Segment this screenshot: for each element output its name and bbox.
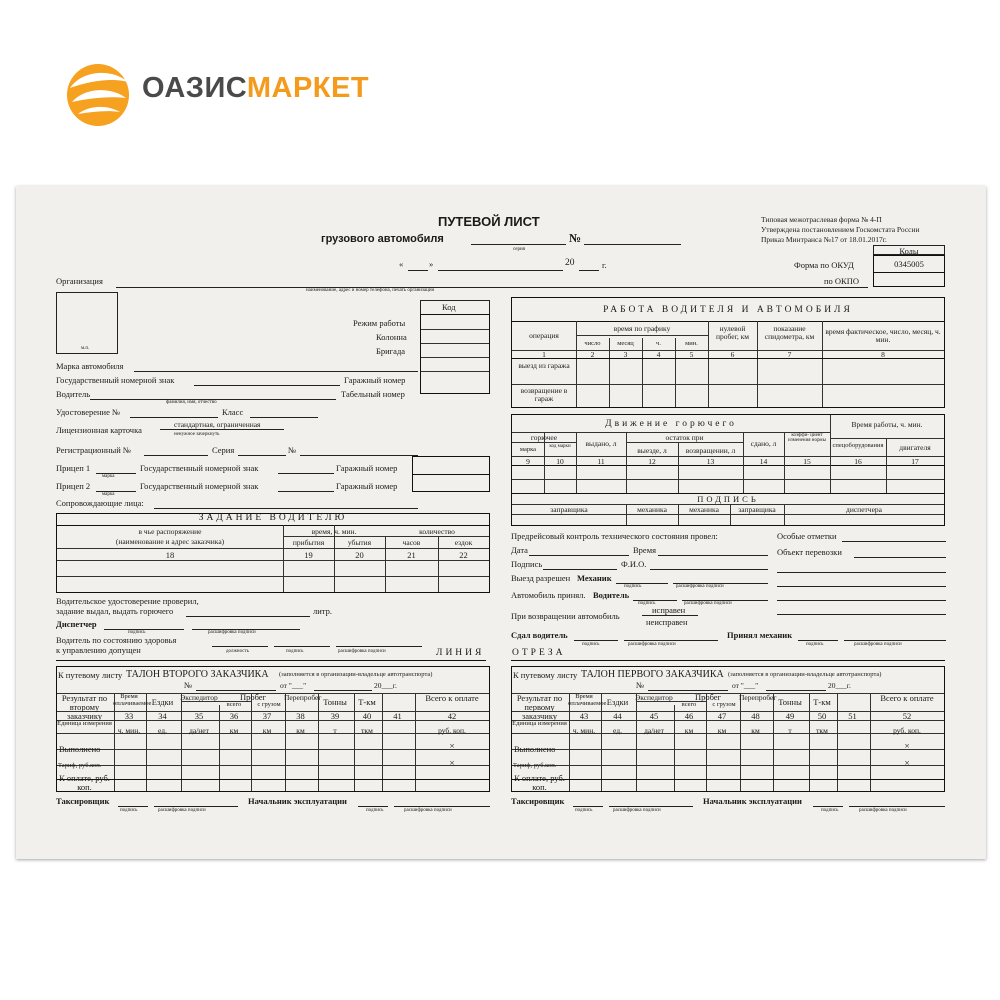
state-number-label: Государственный номерной знак — [56, 375, 175, 385]
fuel-num: 13 — [706, 457, 715, 466]
task-qty-header: количество — [419, 527, 455, 536]
trailer2-label: Прицеп 2 — [56, 481, 91, 491]
mode-label: Режим работы — [353, 318, 406, 328]
control-date: Дата — [511, 545, 528, 555]
exit-allowed: Выезд разрешен — [511, 573, 571, 583]
t2-unit-val: ч. мин. — [117, 726, 141, 735]
t2-taxi-sig: подпись — [120, 808, 138, 813]
t1-tons: Тонны — [778, 697, 802, 707]
okud-label: Форма по ОКУД — [794, 260, 854, 270]
cut-line-label: ЛИНИЯ — [436, 648, 485, 658]
t1-unit-val: ткм — [816, 726, 828, 735]
t1-tariff: Тариф, руб.коп. — [513, 762, 557, 769]
t1-num: 49 — [785, 711, 795, 721]
t1-num: 43 — [579, 711, 589, 721]
fuel-col-fuel: горючее — [530, 433, 558, 442]
okpo-label: по ОКПО — [824, 276, 860, 286]
work-hour: ч. — [656, 340, 661, 347]
t1-chief-sig: подпись — [821, 808, 839, 813]
trailer2-garage-number: Гаражный номер — [336, 481, 398, 491]
health-position-hint: должность — [226, 649, 249, 654]
trailer-garage-box — [412, 456, 490, 492]
car-accepted-driver: Водитель — [593, 590, 630, 600]
t1-unit-val: ч. мин. — [572, 726, 596, 735]
t2-rides: Ездки — [151, 697, 174, 707]
work-return-row: возвращение в гараж — [520, 386, 568, 403]
dispatcher-decode-hint: расшифровка подписи — [208, 630, 256, 635]
code-values-box — [420, 314, 490, 394]
trailer1-garage-number: Гаражный номер — [336, 463, 398, 473]
year-prefix: 20 — [565, 258, 575, 268]
dispatcher-label: Диспетчер — [56, 619, 97, 629]
t1-result: Результат по первому заказчику — [516, 693, 563, 721]
fuel-sign-col: механика — [637, 505, 667, 514]
t1-to-pay: К оплате, руб. коп. — [514, 773, 565, 792]
t1-num: 47 — [717, 711, 727, 721]
control-sign: Подпись — [511, 559, 543, 569]
oasis-logo-icon — [62, 58, 134, 130]
handed-driver: Сдал водитель — [511, 630, 568, 640]
t2-num: 36 — [229, 711, 239, 721]
t1-num: 44 — [613, 711, 622, 721]
series-label: Серия — [212, 445, 235, 455]
fuel-col-remain: остаток при — [665, 433, 704, 442]
on-return: При возвращении автомобиль — [511, 611, 620, 621]
t2-from: от "___" — [280, 681, 307, 690]
t2-done-cross: × — [449, 742, 455, 752]
fuel-num: 15 — [803, 457, 811, 466]
work-table — [511, 297, 945, 408]
form-info-3: Приказ Минтранса №17 от 18.01.2017г. — [761, 235, 887, 244]
lic-card-hint: ненужное зачеркнуть — [174, 432, 220, 437]
work-num: 5 — [689, 350, 694, 359]
t1-to-list-1: К путевому листу — [513, 670, 578, 680]
trailer2-brand-hint: марка — [102, 492, 115, 497]
car-accepted: Автомобиль принял. — [511, 590, 586, 600]
fuel-worktime: Время работы, ч. мин. — [851, 420, 923, 429]
year-suffix: г. — [602, 260, 607, 270]
t1-rides: Ездки — [606, 697, 629, 707]
org-label: Организация — [56, 276, 103, 286]
reg-no-label: Регистрационный № — [56, 445, 131, 455]
reg-no-sign: № — [288, 445, 297, 455]
exit-sig-hint: подпись — [624, 584, 642, 589]
t1-to-pay-total: Всего к оплате — [880, 693, 934, 703]
t2-unit: Единица измерения — [57, 720, 112, 727]
fuel-num: 11 — [597, 457, 605, 466]
health-sig-hint: подпись — [286, 649, 304, 654]
t1-note: (заполняется в организации-владельце автотранспорта) — [728, 671, 882, 678]
t1-no: № — [636, 680, 645, 690]
health-decode-hint: расшифровка подписи — [338, 649, 386, 654]
work-exit-row: выезд из гаража — [518, 361, 570, 370]
task-num: 18 — [165, 550, 175, 560]
fuel-sign-title: ПОДПИСЬ — [697, 494, 759, 504]
task-num: 20 — [355, 550, 364, 560]
fuel-num: 17 — [911, 457, 919, 466]
t1-taxi: Таксировщик — [511, 796, 565, 806]
task-num: 19 — [304, 550, 313, 560]
t2-num: 35 — [194, 711, 204, 721]
car-brand-label: Марка автомобиля — [56, 361, 124, 371]
work-num: 6 — [730, 350, 735, 359]
stamp-box — [56, 292, 118, 354]
escorts-label: Сопровождающие лица: — [56, 498, 144, 508]
lic-card-options: стандартная, ограниченная — [174, 420, 261, 429]
license-label: Удостоверение № — [56, 407, 121, 417]
t1-tariff-cross: × — [904, 759, 910, 769]
work-num: 4 — [656, 350, 661, 359]
task-rides: ездок — [454, 538, 473, 547]
pretrip-label: Предрейсовый контроль технического состояния провел: — [511, 531, 718, 541]
garage-number-label: Гаражный номер — [344, 375, 406, 385]
control-fio: Ф.И.О. — [621, 559, 647, 569]
fuel-col-brand: марка — [519, 446, 537, 453]
brand-logo — [62, 58, 382, 130]
task-hours: часов — [402, 538, 421, 547]
t2-unit-val: км — [262, 726, 272, 735]
number-sign: № — [569, 231, 582, 245]
fuel-num: 10 — [556, 457, 564, 466]
accepted-mechanic: Принял механик — [727, 630, 793, 640]
column-label: Колонна — [376, 332, 407, 342]
fuel-num: 12 — [648, 457, 656, 466]
car-sig-hint: подпись — [638, 601, 656, 606]
fuel-sign-col: заправщика — [738, 505, 776, 514]
brand-part-orange: МАРКЕТ — [246, 72, 370, 104]
t1-unit: Единица измерения — [512, 720, 567, 727]
t2-tariff-cross: × — [449, 759, 455, 769]
task-arrival: прибытия — [292, 538, 325, 547]
t1-overrun: Перепробег — [739, 693, 777, 702]
fuel-col-return: возвращении, л — [685, 446, 736, 455]
t1-mileage: Пробег — [694, 692, 722, 702]
t2-unit-val: км — [296, 726, 305, 735]
t2-title: ТАЛОН ВТОРОГО ЗАКАЗЧИКА — [126, 669, 269, 680]
return-bad: неисправен — [646, 617, 688, 627]
fuel-col-code: код марки — [549, 444, 571, 449]
t2-total: всего — [226, 701, 242, 708]
org-hint: наименование, адрес и номер телефона, печать организации — [306, 288, 435, 293]
work-day: число — [584, 340, 601, 347]
work-actual: время фактическое, число, месяц, ч. мин. — [825, 327, 941, 344]
accepted-sig-hint: подпись — [806, 642, 824, 647]
work-num: 1 — [542, 350, 546, 359]
form-info-1: Типовая межотраслевая форма № 4-П — [761, 215, 882, 224]
t1-unit-val: т — [788, 726, 792, 735]
t1-chief: Начальник эксплуатации — [703, 796, 802, 806]
t2-mileage: Пробег — [239, 692, 267, 702]
t1-num: 48 — [751, 711, 760, 721]
t1-loaded: с грузом — [712, 701, 736, 708]
t2-chief-decode: расшифровка подписи — [404, 808, 452, 813]
t2-num: 42 — [447, 711, 457, 721]
t1-expeditor: Экспедитор — [635, 693, 673, 702]
t1-num: 52 — [902, 711, 912, 721]
t2-unit-val: км — [229, 726, 239, 735]
stamp-label: м.п. — [81, 346, 90, 351]
brigade-label: Бригада — [376, 346, 406, 356]
t2-tariff: Тариф, руб.коп. — [58, 762, 102, 769]
work-zero-run: нулевой пробег, км — [716, 324, 749, 341]
t2-num: 39 — [330, 711, 340, 721]
t1-from: от "___" — [732, 681, 759, 690]
t2-to-pay-total: Всего к оплате — [425, 693, 479, 703]
driver-hint: фамилия, имя, отчество — [166, 400, 217, 405]
work-month: месяц — [617, 340, 634, 347]
t1-year: 20___г. — [828, 681, 851, 690]
code-label: Код — [442, 302, 456, 312]
okud-code-box — [873, 255, 945, 287]
form-title: ПУТЕВОЙ ЛИСТ — [438, 214, 540, 229]
form-info-2: Утверждена постановлением Госкомстата России — [761, 225, 920, 234]
work-num: 2 — [590, 350, 595, 359]
license-class-label: Класс — [222, 407, 244, 417]
t2-no: № — [184, 680, 193, 690]
t1-done: Выполнено — [514, 744, 556, 754]
t1-taxi-decode: расшифровка подписи — [613, 808, 661, 813]
fuel-num: 14 — [759, 457, 768, 466]
dispatcher-sig-hint: подпись — [128, 630, 146, 635]
t2-num: 38 — [296, 711, 305, 721]
t1-time-paid: Время оплачиваемое — [568, 693, 607, 707]
t1-chief-decode: расшифровка подписи — [859, 808, 907, 813]
t1-unit-val: км — [717, 726, 727, 735]
task-departure: убытия — [347, 538, 372, 547]
t2-to-pay: К оплате, руб. коп. — [59, 773, 110, 792]
t1-done-cross: × — [904, 742, 910, 752]
date-quote-close: » — [429, 259, 434, 269]
t1-unit-val: руб. коп. — [893, 726, 921, 735]
t2-unit-val: руб. коп. — [438, 726, 466, 735]
t2-result: Результат по второму заказчику — [61, 693, 108, 721]
t2-year: 20___г. — [374, 681, 397, 690]
trailer2-state-number: Государственный номерной знак — [140, 481, 259, 491]
t2-taxi: Таксировщик — [56, 796, 110, 806]
form-subtitle: грузового автомобиля — [321, 233, 444, 245]
codes-header — [873, 245, 945, 255]
task-title: ЗАДАНИЕ ВОДИТЕЛЮ — [198, 513, 348, 523]
t1-unit-val: км — [751, 726, 760, 735]
checked-text: Водительское удостоверение проверил, — [56, 596, 199, 606]
fuel-col-special: спецоборудования — [832, 442, 884, 449]
t2-taxi-decode: расшифровка подписи — [158, 808, 206, 813]
fuel-col-depart: выезде, л — [637, 446, 667, 455]
trailer1-state-number: Государственный номерной знак — [140, 463, 259, 473]
task-given-text: задание выдал, выдать горючего — [56, 606, 174, 616]
t2-tkm: Т-км — [358, 697, 376, 707]
car-decode-hint: расшифровка подписи — [684, 601, 732, 606]
fuel-title: Движение горючего — [605, 419, 737, 429]
trailer1-label: Прицеп 1 — [56, 463, 91, 473]
fuel-num: 16 — [854, 457, 862, 466]
fuel-table — [511, 414, 945, 526]
brand-name — [142, 72, 369, 105]
exit-decode-hint: расшифровка подписи — [676, 584, 724, 589]
t2-unit-val: да/нет — [189, 726, 209, 735]
task-num: 22 — [459, 550, 468, 560]
series-hint: серия — [513, 247, 525, 252]
fuel-num: 9 — [526, 457, 530, 466]
liters-label: литр. — [313, 606, 332, 616]
task-table — [56, 513, 490, 593]
handed-sig-hint: подпись — [582, 642, 600, 647]
tab-number-label: Табельный номер — [341, 389, 405, 399]
health-text-1: Водитель по состоянию здоровья — [56, 635, 177, 645]
t2-done: Выполнено — [59, 744, 101, 754]
t1-tkm: Т-км — [813, 697, 831, 707]
fuel-col-engine: двигателя — [899, 443, 931, 452]
work-operation: операция — [529, 331, 559, 340]
t2-chief: Начальник эксплуатации — [248, 796, 347, 806]
t1-num: 50 — [817, 711, 827, 721]
t2-loaded: с грузом — [257, 701, 281, 708]
t2-unit-val: ткм — [361, 726, 373, 735]
waybill-form — [16, 186, 986, 859]
fuel-sign-col: заправщика — [550, 505, 588, 514]
transport-object: Объект перевозки — [777, 547, 842, 557]
t2-note: (заполняется в организации-владельце автотранспорта) — [279, 671, 433, 678]
fuel-col-given: сдано, л — [750, 439, 777, 448]
special-notes: Особые отметки — [777, 531, 837, 541]
codes-label: Коды — [899, 246, 919, 256]
work-schedule: время по графику — [613, 324, 671, 333]
t1-unit-val: ед. — [613, 726, 622, 735]
t2-chief-sig: подпись — [366, 808, 384, 813]
t1-unit-val: да/нет — [644, 726, 664, 735]
return-ok: исправен — [652, 605, 686, 615]
t1-num: 45 — [649, 711, 659, 721]
t2-num: 37 — [262, 711, 272, 721]
fuel-sign-col: механика — [689, 505, 719, 514]
fuel-col-coeff: коэффи- циент изменения нормы — [788, 433, 826, 443]
task-time-header: время, ч. мин. — [311, 527, 357, 536]
work-title: РАБОТА ВОДИТЕЛЯ И АВТОМОБИЛЯ — [603, 305, 853, 315]
work-num: 8 — [881, 350, 885, 359]
task-col-customer-hint: (наименование и адрес заказчика) — [115, 537, 225, 546]
work-speedo: показание спидометра, км — [764, 324, 815, 341]
task-col-customer: в чье распоряжение — [138, 527, 202, 536]
t1-unit-val: км — [684, 726, 694, 735]
fuel-col-issued: выдано, л — [585, 439, 617, 448]
date-quote-open: « — [399, 259, 404, 269]
trailer1-brand-hint: марка — [102, 474, 115, 479]
control-time: Время — [633, 545, 656, 555]
task-num: 21 — [407, 550, 416, 560]
t1-title: ТАЛОН ПЕРВОГО ЗАКАЗЧИКА — [581, 669, 724, 680]
fuel-sign-col: диспетчера — [846, 505, 882, 514]
exit-mechanic: Механик — [577, 573, 612, 583]
driver-label: Водитель — [56, 389, 91, 399]
t2-unit-val: т — [333, 726, 337, 735]
work-num: 3 — [623, 350, 628, 359]
t2-num: 34 — [158, 711, 167, 721]
t2-tons: Тонны — [323, 697, 347, 707]
t1-num: 46 — [684, 711, 694, 721]
cut-label: ОТРЕЗА — [512, 648, 566, 658]
t1-total: всего — [681, 701, 697, 708]
t2-num: 33 — [124, 711, 134, 721]
t2-time-paid: Время оплачиваемое — [113, 693, 152, 707]
t2-num: 41 — [393, 711, 402, 721]
t2-unit-val: ед. — [158, 726, 167, 735]
health-text-2: к управлению допущен — [56, 645, 141, 655]
work-num: 7 — [787, 350, 792, 359]
accepted-decode-hint: расшифровка подписи — [854, 642, 902, 647]
t2-num: 40 — [362, 711, 372, 721]
okud-value: 0345005 — [894, 259, 924, 269]
handed-decode-hint: расшифровка подписи — [628, 642, 676, 647]
t1-num: 51 — [848, 711, 857, 721]
lic-card-label: Лицензионная карточка — [56, 425, 142, 435]
t1-taxi-sig: подпись — [575, 808, 593, 813]
brand-part-dark: ОАЗИС — [142, 72, 247, 104]
work-min: мин. — [685, 340, 698, 347]
t2-to-list-1: К путевому листу — [58, 670, 123, 680]
t2-overrun: Перепробег — [284, 693, 322, 702]
t2-expeditor: Экспедитор — [180, 693, 218, 702]
